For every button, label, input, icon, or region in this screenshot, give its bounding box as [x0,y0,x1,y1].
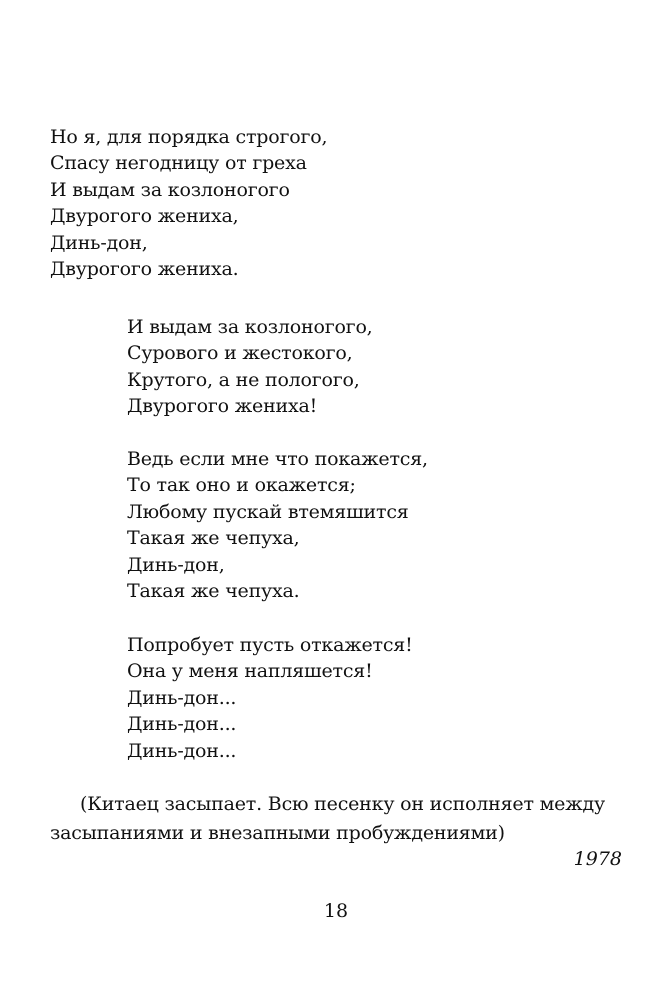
verse-line: Попробует пусть откажется! [127,634,413,656]
verse-line: Динь-дон, [127,553,225,576]
verse-line: И выдам за козлоногого, [127,316,373,338]
verse-line: Сурового и жестокого, [127,342,353,365]
verse-line: Ведь если мне что покажется, [127,448,428,470]
stage-direction-line-2: засыпаниями и внезапными пробуждениями) [50,822,505,844]
verse-line: Двурогого жениха, [50,205,239,228]
verse-line: Крутого, а не пологого, [127,368,360,391]
verse-line: То так оно и окажется; [127,474,356,497]
stage-direction [50,790,630,848]
verse-line: Динь-дон, [50,231,148,254]
composition-year: 1978 [573,848,622,870]
stanza-2 [127,314,373,420]
verse-line: Она у меня напляшется! [127,660,373,683]
page-number: 18 [323,900,349,922]
verse-line: Такая же чепуха. [127,580,300,603]
verse-line: И выдам за козлоногого [50,178,290,201]
verse-line: Любому пускай втемяшится [127,500,409,523]
stanza-4 [127,632,413,764]
verse-line: Динь-дон... [127,686,237,709]
verse-line: Такая же чепуха, [127,527,300,550]
verse-line: Двурогого жениха. [50,258,239,281]
stanza-1 [50,124,327,282]
verse-line: Но я, для порядка строгого, [50,126,328,148]
verse-line: Динь-дон... [127,713,237,736]
stage-direction-line-1: (Китаец засыпает. Всю песенку он исполняет между [80,793,605,815]
stanza-3 [127,446,428,604]
verse-line: Двурогого жениха! [127,395,318,418]
verse-line: Спасу негодницу от греха [50,152,307,175]
verse-line: Динь-дон... [127,739,237,762]
